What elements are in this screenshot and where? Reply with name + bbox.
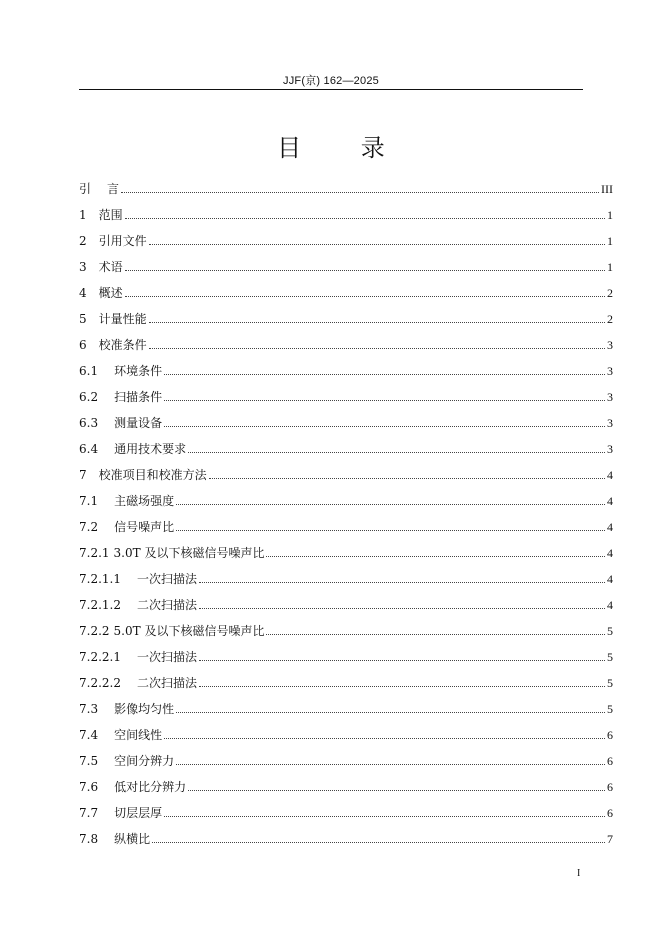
table-of-contents xyxy=(79,180,613,856)
toc-entry-number: 6.4 xyxy=(79,442,99,456)
toc-entry-label: 概述 xyxy=(98,286,123,300)
toc-entry[interactable] xyxy=(79,544,613,570)
toc-entry-number: 7.2.1.2 xyxy=(79,598,121,612)
toc-entry-page: 5 xyxy=(607,676,613,690)
toc-entry[interactable] xyxy=(79,518,613,544)
toc-entry-number: 7.2.1.1 xyxy=(79,572,121,586)
dot-leader xyxy=(176,711,605,713)
toc-entry-label: 扫描条件 xyxy=(114,390,163,404)
toc-entry-number: 2 xyxy=(79,234,87,248)
toc-entry-page: 4 xyxy=(607,520,613,534)
toc-entry-page: 5 xyxy=(607,650,613,664)
toc-entry-page: 1 xyxy=(607,208,613,222)
toc-entry[interactable] xyxy=(79,830,613,856)
toc-entry-page: 3 xyxy=(607,416,613,430)
toc-entry-number: 7.2.1 xyxy=(79,546,110,560)
toc-entry[interactable] xyxy=(79,232,613,258)
toc-entry-label: 术语 xyxy=(98,260,123,274)
toc-entry-label: 计量性能 xyxy=(98,312,147,326)
toc-entry-number: 6 xyxy=(79,338,87,352)
document-code-header: JJF(京) 162—2025 xyxy=(283,75,379,87)
toc-entry[interactable] xyxy=(79,284,613,310)
toc-entry-number: 4 xyxy=(79,286,87,300)
toc-entry-number: 6.1 xyxy=(79,364,99,378)
toc-entry-number: 1 xyxy=(79,208,87,222)
dot-leader xyxy=(199,607,605,609)
toc-entry-page: 4 xyxy=(607,572,613,586)
toc-entry-page: 4 xyxy=(607,494,613,508)
toc-entry[interactable] xyxy=(79,362,613,388)
toc-entry-page: 1 xyxy=(607,234,613,248)
toc-entry-number: 7.2.2.1 xyxy=(79,650,121,664)
dot-leader xyxy=(188,451,605,453)
dot-leader xyxy=(266,633,605,635)
toc-entry-label: 影像均匀性 xyxy=(114,702,175,716)
toc-entry[interactable] xyxy=(79,258,613,284)
toc-entry-page: 6 xyxy=(607,728,613,742)
page-number: I xyxy=(577,868,581,879)
toc-entry-page: 3 xyxy=(607,338,613,352)
toc-entry[interactable] xyxy=(79,596,613,622)
toc-entry-label: 校准条件 xyxy=(98,338,147,352)
dot-leader xyxy=(149,243,605,245)
toc-entry-label: 二次扫描法 xyxy=(136,598,197,612)
toc-entry[interactable] xyxy=(79,622,613,648)
toc-entry-number: 7.1 xyxy=(79,494,99,508)
dot-leader xyxy=(149,321,605,323)
toc-entry[interactable] xyxy=(79,648,613,674)
toc-entry-number: 7.8 xyxy=(79,832,99,846)
toc-entry-number: 7.2.2 xyxy=(79,624,110,638)
toc-entry-label: 通用技术要求 xyxy=(114,442,187,456)
toc-entry[interactable] xyxy=(79,778,613,804)
toc-entry[interactable] xyxy=(79,414,613,440)
toc-entry-number: 7.2 xyxy=(79,520,99,534)
toc-entry-page: 6 xyxy=(607,754,613,768)
toc-entry-page: 6 xyxy=(607,780,613,794)
toc-entry-label: 纵横比 xyxy=(114,832,151,846)
toc-entry[interactable] xyxy=(79,180,613,206)
toc-title: 目 录 xyxy=(277,134,411,162)
toc-entry-label: 环境条件 xyxy=(114,364,163,378)
toc-entry-number: 引 xyxy=(79,182,92,196)
toc-entry-label: 空间分辨力 xyxy=(114,754,175,768)
dot-leader xyxy=(125,295,605,297)
toc-entry[interactable] xyxy=(79,726,613,752)
dot-leader xyxy=(121,191,599,193)
toc-entry[interactable] xyxy=(79,804,613,830)
toc-entry-number: 7.3 xyxy=(79,702,99,716)
toc-entry-label: 引用文件 xyxy=(98,234,147,248)
dot-leader xyxy=(188,789,605,791)
toc-entry-number: 6.2 xyxy=(79,390,99,404)
toc-entry-label: 空间线性 xyxy=(114,728,163,742)
toc-entry-label: 一次扫描法 xyxy=(136,572,197,586)
dot-leader xyxy=(149,347,605,349)
toc-entry[interactable] xyxy=(79,492,613,518)
toc-entry-page: 3 xyxy=(607,364,613,378)
toc-entry-page: 5 xyxy=(607,702,613,716)
toc-entry-page: 4 xyxy=(607,468,613,482)
toc-entry[interactable] xyxy=(79,570,613,596)
dot-leader xyxy=(199,659,605,661)
toc-entry-number: 5 xyxy=(79,312,87,326)
dot-leader xyxy=(176,503,605,505)
toc-entry[interactable] xyxy=(79,440,613,466)
toc-entry-page: 3 xyxy=(607,390,613,404)
toc-entry[interactable] xyxy=(79,388,613,414)
toc-entry-label: 范围 xyxy=(98,208,123,222)
toc-entry-label: 二次扫描法 xyxy=(136,676,197,690)
header-rule xyxy=(79,89,583,90)
dot-leader xyxy=(266,555,605,557)
toc-entry-page: 5 xyxy=(607,624,613,638)
toc-entry-number: 7.4 xyxy=(79,728,99,742)
toc-entry-number: 7 xyxy=(79,468,87,482)
toc-entry-label: 低对比分辨力 xyxy=(114,780,187,794)
dot-leader xyxy=(164,815,605,817)
toc-entry[interactable] xyxy=(79,674,613,700)
toc-entry-number: 3 xyxy=(79,260,87,274)
toc-entry-number: 7.2.2.2 xyxy=(79,676,121,690)
toc-entry-number: 6.3 xyxy=(79,416,99,430)
toc-entry-label: 5.0T 及以下核磁信号噪声比 xyxy=(113,624,265,638)
dot-leader xyxy=(164,737,605,739)
dot-leader xyxy=(199,685,605,687)
toc-entry-page: 6 xyxy=(607,806,613,820)
toc-entry[interactable] xyxy=(79,700,613,726)
toc-entry-label: 切层层厚 xyxy=(114,806,163,820)
dot-leader xyxy=(176,763,605,765)
toc-entry-number: 7.6 xyxy=(79,780,99,794)
dot-leader xyxy=(176,529,605,531)
toc-entry[interactable] xyxy=(79,466,613,492)
toc-entry-page: 1 xyxy=(607,260,613,274)
toc-entry-label: 3.0T 及以下核磁信号噪声比 xyxy=(113,546,265,560)
toc-entry-label: 言 xyxy=(107,182,120,196)
dot-leader xyxy=(164,399,605,401)
toc-entry-number: 7.5 xyxy=(79,754,99,768)
toc-entry[interactable] xyxy=(79,336,613,362)
toc-entry-label: 信号噪声比 xyxy=(114,520,175,534)
dot-leader xyxy=(152,841,605,843)
dot-leader xyxy=(125,217,605,219)
toc-entry-page: 2 xyxy=(607,286,613,300)
toc-entry-label: 校准项目和校准方法 xyxy=(98,468,207,482)
toc-entry-page: III xyxy=(601,182,613,196)
dot-leader xyxy=(209,477,605,479)
toc-entry-page: 3 xyxy=(607,442,613,456)
toc-entry-page: 4 xyxy=(607,546,613,560)
toc-entry-page: 7 xyxy=(607,832,613,846)
toc-entry-number: 7.7 xyxy=(79,806,99,820)
toc-entry[interactable] xyxy=(79,206,613,232)
toc-entry-label: 主磁场强度 xyxy=(114,494,175,508)
dot-leader xyxy=(125,269,605,271)
dot-leader xyxy=(164,373,605,375)
toc-entry-label: 一次扫描法 xyxy=(136,650,197,664)
toc-entry[interactable] xyxy=(79,752,613,778)
dot-leader xyxy=(199,581,605,583)
dot-leader xyxy=(164,425,605,427)
toc-entry[interactable] xyxy=(79,310,613,336)
toc-entry-page: 4 xyxy=(607,598,613,612)
toc-entry-page: 2 xyxy=(607,312,613,326)
toc-entry-label: 测量设备 xyxy=(114,416,163,430)
